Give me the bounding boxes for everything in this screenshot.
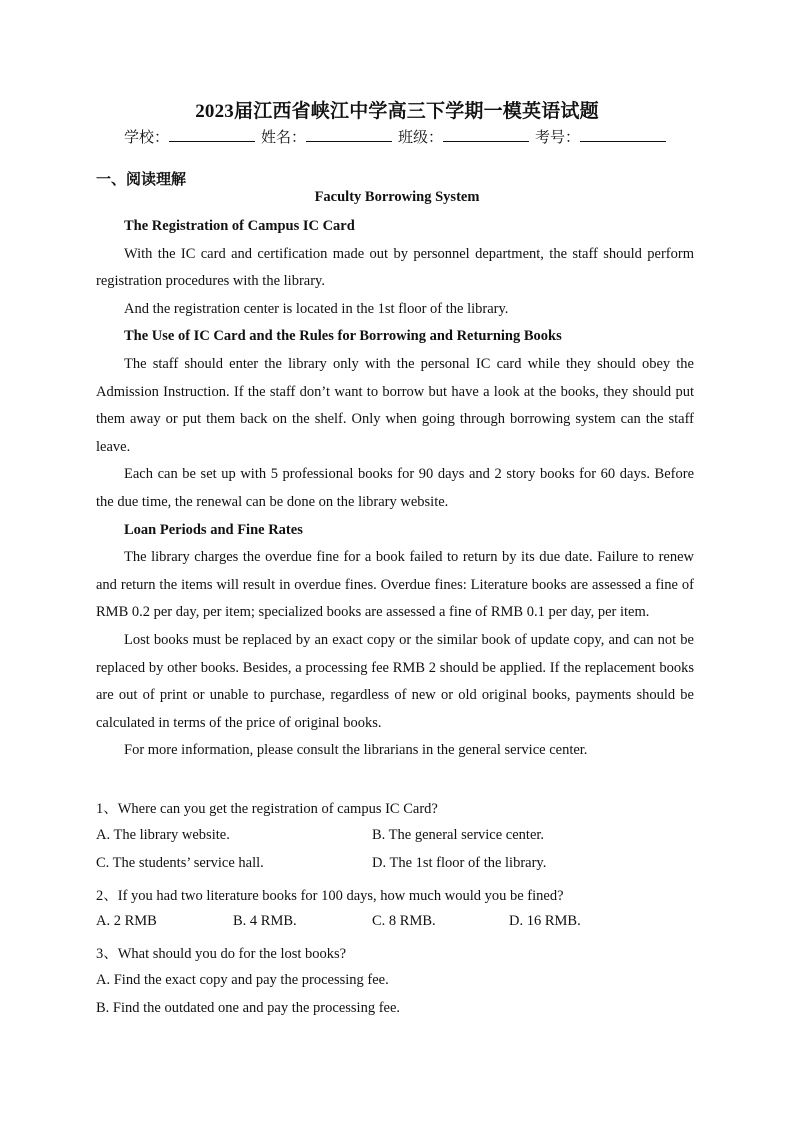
paragraph-5: The library charges the overdue fine for a book failed to return by its due date. Failure to renew and return the items will result in overdue fines. Overdue fines: Literature books are assessed a fine of RMB 0.2 per day, per item; specialized books are assessed a fine of RMB 0.1 per day, per item.	[96, 549, 694, 621]
subheading-fines: Loan Periods and Fine Rates	[124, 521, 303, 538]
question-text: 2、If you had two literature books for 100 days, how much would you be fined?	[96, 888, 564, 904]
name-field	[261, 126, 396, 147]
section-heading: 一、阅读理解	[96, 172, 187, 188]
name-blank[interactable]	[306, 127, 392, 142]
school-label: 学校：	[123, 130, 169, 146]
paragraph-7: For more information, please consult the librarians in the general service center.	[124, 742, 588, 759]
class-field	[398, 126, 533, 147]
option-d[interactable]: D. 16 RMB.	[509, 913, 581, 929]
question-text: 3、What should you do for the lost books?	[96, 946, 347, 962]
option-a[interactable]: A. Find the exact copy and pay the processing fee.	[96, 972, 389, 988]
article-body	[96, 213, 694, 765]
subheading-rules: The Use of IC Card and the Rules for Borrowing and Returning Books	[124, 328, 562, 345]
exam-number-blank[interactable]	[580, 127, 666, 142]
class-label: 班级：	[398, 130, 444, 146]
student-info-line	[0, 126, 794, 147]
exam-number-field	[535, 126, 670, 147]
paragraph-3: The staff should enter the library only with the personal IC card while they should obey the Admission Instruction. If the staff don’t want to borrow but have a look at the books, they should put them away or put them back on the shelf. Only when going through borrowing system can the staff leave.	[96, 355, 694, 455]
school-field	[124, 126, 259, 147]
paragraph-4: Each can be set up with 5 professional books for 90 days and 2 story books for 60 days. Before the due time, the renewal can be done on the library website.	[96, 466, 694, 510]
question-text: 1、Where can you get the registration of campus IC Card?	[96, 801, 438, 817]
option-d[interactable]: D. The 1st floor of the library.	[372, 855, 547, 871]
school-blank[interactable]	[169, 127, 255, 142]
page-title: 2023届江西省峡江中学高三下学期一模英语试题	[195, 101, 599, 122]
option-b[interactable]: B. The general service center.	[372, 827, 545, 843]
option-a[interactable]: A. The library website.	[96, 827, 230, 843]
exam-number-label: 考号：	[535, 130, 581, 146]
option-c[interactable]: C. The students’ service hall.	[96, 855, 264, 871]
name-label: 姓名：	[260, 130, 306, 146]
option-c[interactable]: C. 8 RMB.	[372, 913, 436, 929]
option-b[interactable]: B. 4 RMB.	[233, 913, 297, 929]
paragraph-1: With the IC card and certification made out by personnel department, the staff should perform registration procedures with the library.	[96, 245, 694, 290]
subheading-registration: The Registration of Campus IC Card	[124, 218, 355, 234]
option-b[interactable]: B. Find the outdated one and pay the processing fee.	[96, 1000, 401, 1016]
class-blank[interactable]	[443, 127, 529, 142]
paragraph-6: Lost books must be replaced by an exact copy or the similar book of update copy, and can not be replaced by other books. Besides, a processing fee RMB 2 should be applied. If the replacement books are out of print or unable to purchase, regardless of new or old original books, payments should be calculated in terms of the price of original books.	[96, 631, 694, 731]
option-a[interactable]: A. 2 RMB	[96, 913, 157, 929]
paragraph-2: And the registration center is located in the 1st floor of the library.	[124, 300, 509, 317]
article-title: Faculty Borrowing System	[314, 189, 480, 205]
